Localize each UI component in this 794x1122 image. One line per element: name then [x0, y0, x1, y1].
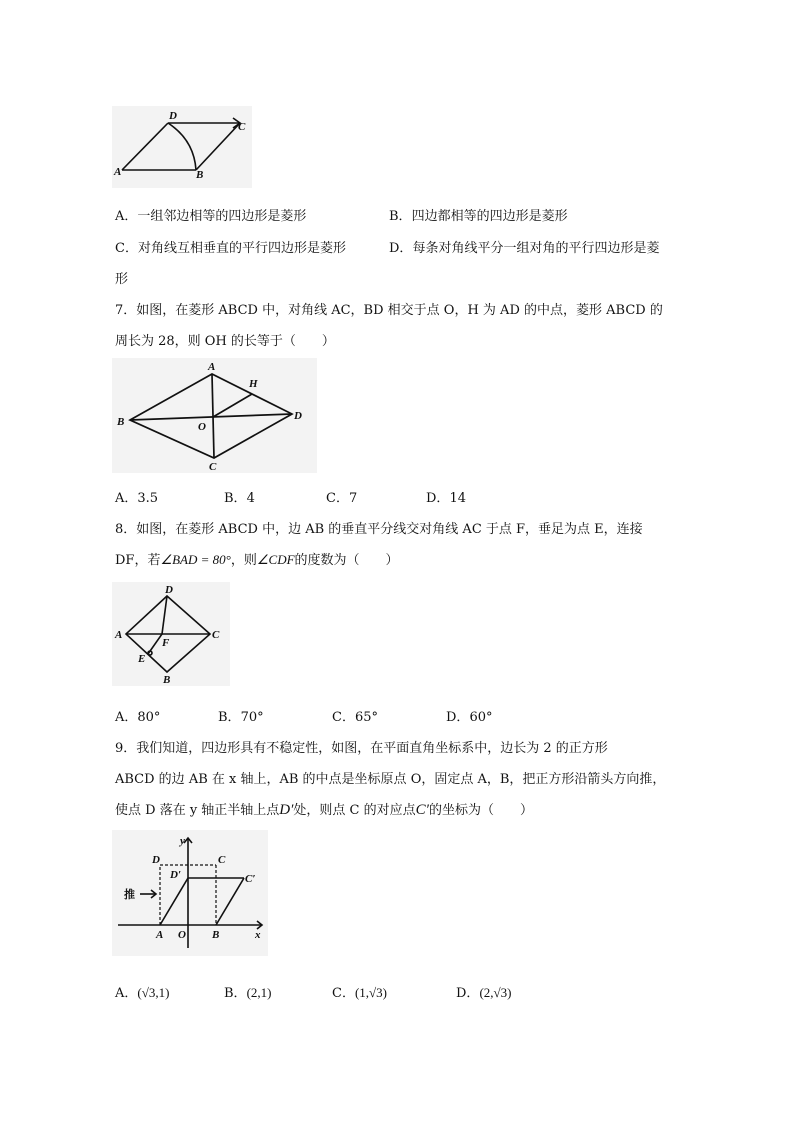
q7-figure [112, 358, 317, 473]
q9-label-push: 推 [124, 889, 135, 901]
q7-label-d: D [294, 410, 302, 422]
option-text: 形 [115, 272, 129, 287]
option-letter: C． [326, 491, 349, 506]
q9-stem-line3 [115, 799, 533, 819]
q8-label-d: D [165, 584, 173, 596]
q7-label-b: B [117, 416, 125, 428]
option-text: (2,√3) [479, 985, 512, 1000]
q8-label-c: C [212, 629, 220, 641]
option-letter: D． [426, 491, 450, 506]
q7-option-c[interactable] [326, 487, 357, 506]
q6-label-d: D [169, 110, 177, 122]
option-letter: D． [456, 986, 480, 1001]
q6-option-d-continuation [115, 268, 128, 287]
q8-label-a: A [115, 629, 123, 641]
q7-option-a[interactable] [115, 487, 158, 506]
q7-label-a: A [208, 361, 216, 373]
option-letter: C． [332, 710, 355, 725]
q8-option-a[interactable] [115, 706, 160, 725]
option-text: (√3,1) [137, 985, 170, 1000]
option-text: 7 [348, 491, 358, 506]
q9-option-d[interactable] [456, 982, 511, 1001]
q6-figure [112, 106, 252, 188]
q9-stem-text: 处，则点 C 的对应点 [293, 803, 416, 818]
q8-option-d[interactable] [446, 706, 492, 725]
q6-option-d[interactable] [389, 237, 659, 256]
q8-option-b[interactable] [218, 706, 264, 725]
option-letter: B． [218, 710, 241, 725]
q7-option-b[interactable] [224, 487, 255, 506]
option-letter: A． [115, 491, 138, 506]
option-text: 14 [449, 491, 466, 506]
q8-option-c[interactable] [332, 706, 378, 725]
option-text: (2,1) [246, 985, 272, 1000]
q9-option-a[interactable] [115, 982, 169, 1001]
q6-label-a: A [114, 166, 122, 178]
option-text: 每条对角线平分一组对角的平行四边形是菱 [412, 241, 660, 256]
option-text: (1,√3) [354, 985, 387, 1000]
q8-figure [112, 582, 230, 686]
q6-option-c[interactable] [115, 237, 346, 256]
q8-angle-cdf: ∠CDF [256, 552, 295, 567]
q9-option-c[interactable] [332, 982, 387, 1001]
option-letter: C． [332, 986, 355, 1001]
q8-stem-text: ，则 [230, 553, 257, 568]
option-letter: D． [446, 710, 470, 725]
q8-stem-text: DF，若 [115, 553, 161, 568]
q8-stem-line2 [115, 549, 399, 568]
option-text: 60° [469, 710, 493, 725]
q8-angle-bad: ∠BAD = 80° [160, 552, 231, 567]
q9-label-c-prime: C′ [245, 873, 256, 885]
option-text: 四边都相等的四边形是菱形 [411, 209, 568, 224]
option-letter: A． [115, 209, 138, 224]
q8-label-f: F [162, 637, 170, 649]
option-text: 65° [354, 710, 378, 725]
option-letter: B． [224, 986, 247, 1001]
option-letter: A． [115, 710, 138, 725]
q6-label-b: B [196, 169, 204, 181]
q7-label-c: C [209, 461, 217, 473]
q9-figure [112, 830, 268, 956]
q8-stem-line1: 8．如图，在菱形 ABCD 中，边 AB 的垂直平分线交对角线 AC 于点 F，垂足为点 E，连接 [115, 522, 643, 537]
q9-stem-text: 使点 D 落在 y 轴正半轴上点 [115, 803, 280, 818]
q9-label-c: C [218, 854, 226, 866]
option-text: 80° [137, 710, 161, 725]
q9-label-x: x [255, 929, 261, 941]
q6-label-c: C [238, 121, 246, 133]
option-letter: D． [389, 241, 413, 256]
option-letter: B． [224, 491, 247, 506]
q9-stem-line2: ABCD 的边 AB 在 x 轴上，AB 的中点是坐标原点 O，固定点 A，B，把正方形沿箭头方向推， [115, 772, 666, 787]
q7-stem-line1: 7．如图，在菱形 ABCD 中，对角线 AC，BD 相交于点 O，H 为 AD 的中点，菱形 ABCD 的 [115, 303, 663, 318]
q9-label-d: D [152, 854, 160, 866]
q7-stem-line2: 周长为 28，则 OH 的长等于（ ） [115, 334, 335, 349]
option-text: 70° [240, 710, 264, 725]
q8-stem-text: 的度数为（ ） [294, 553, 399, 568]
q9-label-o: O [178, 929, 186, 941]
q9-stem-line1: 9．我们知道，四边形具有不稳定性，如图，在平面直角坐标系中，边长为 2 的正方形 [115, 741, 608, 756]
q7-label-h: H [249, 378, 258, 390]
q9-point-c-prime: C′ [415, 802, 429, 818]
q6-option-a[interactable] [115, 205, 306, 224]
q9-point-d-prime: D′ [279, 802, 294, 818]
q9-label-d-prime: D′ [170, 869, 182, 881]
q9-label-b: B [212, 929, 220, 941]
q9-label-a: A [156, 929, 164, 941]
q8-label-b: B [163, 674, 171, 686]
option-letter: A． [115, 986, 138, 1001]
q6-option-b[interactable] [389, 205, 568, 224]
q9-label-y: y [180, 835, 185, 847]
q7-label-o: O [198, 421, 206, 433]
q8-label-e: E [138, 653, 146, 665]
option-text: 4 [246, 491, 255, 506]
q9-option-b[interactable] [224, 982, 271, 1001]
option-text: 3.5 [137, 491, 159, 506]
q9-stem-text: 的坐标为（ ） [428, 803, 533, 818]
option-letter: B． [389, 209, 412, 224]
option-text: 对角线互相垂直的平行四边形是菱形 [137, 241, 346, 256]
q7-option-d[interactable] [426, 487, 466, 506]
option-letter: C． [115, 241, 138, 256]
option-text: 一组邻边相等的四边形是菱形 [137, 209, 307, 224]
